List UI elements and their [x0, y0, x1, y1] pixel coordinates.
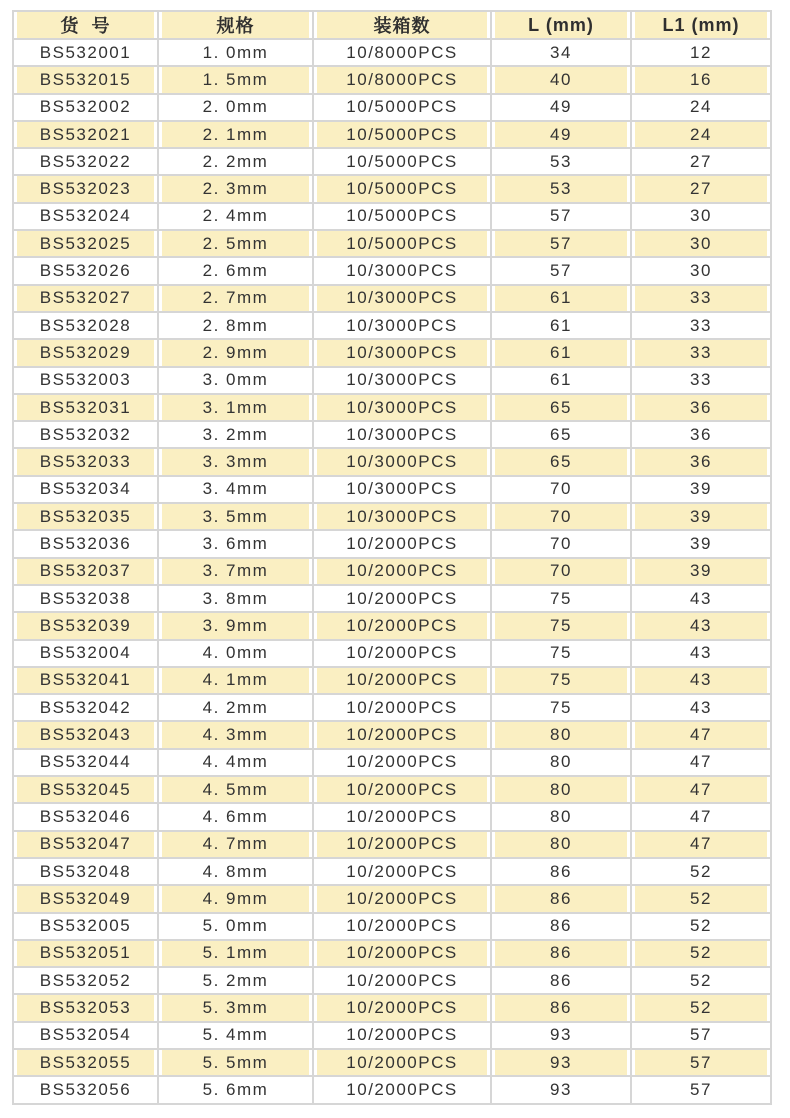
cell-l: 53 [491, 175, 631, 202]
cell-code: BS532038 [13, 585, 158, 612]
cell-code: BS532031 [13, 394, 158, 421]
cell-pack: 10/2000PCS [313, 831, 491, 858]
cell-l1: 57 [631, 1076, 771, 1103]
cell-code: BS532047 [13, 831, 158, 858]
cell-l1: 36 [631, 394, 771, 421]
cell-l1: 52 [631, 967, 771, 994]
cell-code: BS532034 [13, 476, 158, 503]
cell-code: BS532026 [13, 257, 158, 284]
cell-code: BS532003 [13, 367, 158, 394]
cell-pack: 10/2000PCS [313, 530, 491, 557]
table-row [13, 121, 771, 148]
cell-pack: 10/5000PCS [313, 230, 491, 257]
cell-spec: 4. 0mm [158, 640, 313, 667]
cell-l1: 57 [631, 1049, 771, 1076]
table-row [13, 940, 771, 967]
cell-spec: 2. 6mm [158, 257, 313, 284]
cell-pack: 10/2000PCS [313, 640, 491, 667]
cell-l1: 24 [631, 94, 771, 121]
cell-spec: 2. 8mm [158, 312, 313, 339]
cell-l1: 33 [631, 312, 771, 339]
table-row [13, 448, 771, 475]
cell-l: 57 [491, 203, 631, 230]
table-row [13, 640, 771, 667]
cell-l1: 52 [631, 885, 771, 912]
cell-l: 65 [491, 394, 631, 421]
cell-l1: 33 [631, 339, 771, 366]
cell-spec: 4. 1mm [158, 667, 313, 694]
cell-l1: 24 [631, 121, 771, 148]
table-row [13, 612, 771, 639]
cell-l: 57 [491, 230, 631, 257]
cell-code: BS532024 [13, 203, 158, 230]
cell-pack: 10/3000PCS [313, 257, 491, 284]
cell-pack: 10/2000PCS [313, 858, 491, 885]
cell-code: BS532036 [13, 530, 158, 557]
cell-code: BS532037 [13, 558, 158, 585]
cell-code: BS532022 [13, 148, 158, 175]
cell-pack: 10/2000PCS [313, 913, 491, 940]
cell-l: 49 [491, 121, 631, 148]
cell-spec: 5. 6mm [158, 1076, 313, 1103]
cell-l: 93 [491, 1049, 631, 1076]
cell-pack: 10/5000PCS [313, 121, 491, 148]
cell-l: 49 [491, 94, 631, 121]
cell-spec: 5. 2mm [158, 967, 313, 994]
table-row [13, 339, 771, 366]
table-row [13, 994, 771, 1021]
cell-l: 70 [491, 530, 631, 557]
cell-l1: 30 [631, 230, 771, 257]
header-row [13, 11, 771, 39]
cell-l1: 52 [631, 858, 771, 885]
table-row [13, 285, 771, 312]
cell-l: 93 [491, 1022, 631, 1049]
cell-l: 80 [491, 776, 631, 803]
cell-l1: 47 [631, 803, 771, 830]
cell-spec: 2. 7mm [158, 285, 313, 312]
cell-code: BS532042 [13, 694, 158, 721]
cell-l1: 43 [631, 585, 771, 612]
cell-l: 80 [491, 749, 631, 776]
cell-l1: 30 [631, 257, 771, 284]
column-header-pack: 装箱数 [313, 11, 491, 39]
cell-code: BS532029 [13, 339, 158, 366]
cell-l: 75 [491, 667, 631, 694]
cell-l: 80 [491, 831, 631, 858]
cell-code: BS532043 [13, 721, 158, 748]
table-row [13, 694, 771, 721]
cell-spec: 2. 0mm [158, 94, 313, 121]
cell-code: BS532004 [13, 640, 158, 667]
cell-code: BS532056 [13, 1076, 158, 1103]
cell-spec: 4. 7mm [158, 831, 313, 858]
cell-spec: 4. 5mm [158, 776, 313, 803]
cell-code: BS532039 [13, 612, 158, 639]
cell-spec: 3. 1mm [158, 394, 313, 421]
cell-pack: 10/2000PCS [313, 1076, 491, 1103]
column-header-l1: L1 (mm) [631, 11, 771, 39]
cell-spec: 1. 5mm [158, 66, 313, 93]
cell-code: BS532046 [13, 803, 158, 830]
cell-l: 86 [491, 967, 631, 994]
cell-spec: 3. 0mm [158, 367, 313, 394]
cell-l1: 47 [631, 776, 771, 803]
cell-l: 53 [491, 148, 631, 175]
cell-l: 57 [491, 257, 631, 284]
cell-spec: 5. 3mm [158, 994, 313, 1021]
cell-l: 40 [491, 66, 631, 93]
cell-spec: 3. 9mm [158, 612, 313, 639]
cell-l1: 27 [631, 148, 771, 175]
cell-pack: 10/2000PCS [313, 803, 491, 830]
cell-l: 86 [491, 913, 631, 940]
cell-l1: 27 [631, 175, 771, 202]
table-row [13, 66, 771, 93]
table-row [13, 39, 771, 66]
cell-code: BS532028 [13, 312, 158, 339]
cell-code: BS532051 [13, 940, 158, 967]
cell-code: BS532005 [13, 913, 158, 940]
cell-pack: 10/2000PCS [313, 885, 491, 912]
cell-code: BS532052 [13, 967, 158, 994]
cell-pack: 10/2000PCS [313, 1022, 491, 1049]
cell-pack: 10/3000PCS [313, 421, 491, 448]
cell-code: BS532035 [13, 503, 158, 530]
cell-spec: 4. 4mm [158, 749, 313, 776]
cell-l: 86 [491, 994, 631, 1021]
table-row [13, 312, 771, 339]
table-row [13, 1049, 771, 1076]
table-row [13, 667, 771, 694]
cell-pack: 10/8000PCS [313, 66, 491, 93]
cell-code: BS532054 [13, 1022, 158, 1049]
cell-pack: 10/5000PCS [313, 203, 491, 230]
column-header-spec: 规格 [158, 11, 313, 39]
cell-pack: 10/3000PCS [313, 448, 491, 475]
table-row [13, 721, 771, 748]
cell-l1: 12 [631, 39, 771, 66]
cell-spec: 3. 2mm [158, 421, 313, 448]
cell-pack: 10/2000PCS [313, 612, 491, 639]
cell-code: BS532033 [13, 448, 158, 475]
cell-l1: 30 [631, 203, 771, 230]
cell-pack: 10/3000PCS [313, 312, 491, 339]
cell-code: BS532023 [13, 175, 158, 202]
cell-pack: 10/3000PCS [313, 503, 491, 530]
table-row [13, 858, 771, 885]
table-row [13, 421, 771, 448]
table-row [13, 476, 771, 503]
cell-code: BS532015 [13, 66, 158, 93]
cell-l1: 47 [631, 749, 771, 776]
cell-l1: 39 [631, 558, 771, 585]
cell-l: 70 [491, 558, 631, 585]
table-row [13, 230, 771, 257]
cell-l: 65 [491, 448, 631, 475]
cell-spec: 2. 1mm [158, 121, 313, 148]
table-row [13, 558, 771, 585]
table-body [13, 39, 771, 1104]
cell-code: BS532002 [13, 94, 158, 121]
cell-code: BS532053 [13, 994, 158, 1021]
cell-l: 75 [491, 694, 631, 721]
cell-l1: 57 [631, 1022, 771, 1049]
cell-spec: 4. 6mm [158, 803, 313, 830]
cell-spec: 2. 9mm [158, 339, 313, 366]
cell-l: 80 [491, 721, 631, 748]
cell-code: BS532044 [13, 749, 158, 776]
cell-spec: 3. 8mm [158, 585, 313, 612]
table-row [13, 530, 771, 557]
cell-l1: 33 [631, 285, 771, 312]
cell-code: BS532025 [13, 230, 158, 257]
cell-l1: 52 [631, 994, 771, 1021]
cell-l1: 43 [631, 667, 771, 694]
cell-l1: 47 [631, 831, 771, 858]
table-row [13, 776, 771, 803]
cell-code: BS532048 [13, 858, 158, 885]
cell-l1: 39 [631, 476, 771, 503]
cell-spec: 4. 9mm [158, 885, 313, 912]
cell-spec: 2. 2mm [158, 148, 313, 175]
cell-l: 34 [491, 39, 631, 66]
table-row [13, 94, 771, 121]
cell-l1: 33 [631, 367, 771, 394]
table-row [13, 257, 771, 284]
cell-pack: 10/3000PCS [313, 339, 491, 366]
table-row [13, 148, 771, 175]
cell-spec: 4. 2mm [158, 694, 313, 721]
cell-spec: 3. 4mm [158, 476, 313, 503]
cell-code: BS532045 [13, 776, 158, 803]
cell-l: 86 [491, 940, 631, 967]
cell-spec: 3. 6mm [158, 530, 313, 557]
column-header-code: 货 号 [13, 11, 158, 39]
cell-pack: 10/3000PCS [313, 394, 491, 421]
cell-l1: 52 [631, 913, 771, 940]
cell-code: BS532027 [13, 285, 158, 312]
cell-pack: 10/2000PCS [313, 667, 491, 694]
cell-l: 65 [491, 421, 631, 448]
cell-l: 70 [491, 476, 631, 503]
cell-pack: 10/3000PCS [313, 285, 491, 312]
cell-spec: 4. 8mm [158, 858, 313, 885]
cell-l1: 43 [631, 612, 771, 639]
cell-l1: 36 [631, 448, 771, 475]
table-row [13, 831, 771, 858]
cell-spec: 4. 3mm [158, 721, 313, 748]
cell-pack: 10/2000PCS [313, 776, 491, 803]
cell-spec: 2. 4mm [158, 203, 313, 230]
cell-spec: 3. 7mm [158, 558, 313, 585]
table-row [13, 803, 771, 830]
table-row [13, 175, 771, 202]
table-row [13, 913, 771, 940]
cell-pack: 10/2000PCS [313, 585, 491, 612]
cell-pack: 10/2000PCS [313, 721, 491, 748]
table-row [13, 585, 771, 612]
cell-l1: 39 [631, 530, 771, 557]
cell-l: 86 [491, 858, 631, 885]
cell-pack: 10/2000PCS [313, 694, 491, 721]
table-row [13, 749, 771, 776]
cell-l1: 47 [631, 721, 771, 748]
cell-spec: 2. 3mm [158, 175, 313, 202]
cell-pack: 10/2000PCS [313, 940, 491, 967]
product-spec-table [12, 10, 772, 1105]
cell-l1: 43 [631, 694, 771, 721]
cell-l: 75 [491, 640, 631, 667]
cell-spec: 5. 5mm [158, 1049, 313, 1076]
cell-l1: 52 [631, 940, 771, 967]
cell-l: 61 [491, 339, 631, 366]
cell-l: 61 [491, 285, 631, 312]
cell-spec: 2. 5mm [158, 230, 313, 257]
cell-pack: 10/5000PCS [313, 94, 491, 121]
cell-l1: 36 [631, 421, 771, 448]
cell-spec: 1. 0mm [158, 39, 313, 66]
cell-pack: 10/3000PCS [313, 367, 491, 394]
cell-spec: 5. 0mm [158, 913, 313, 940]
cell-pack: 10/8000PCS [313, 39, 491, 66]
cell-pack: 10/2000PCS [313, 994, 491, 1021]
cell-l: 93 [491, 1076, 631, 1103]
cell-pack: 10/5000PCS [313, 148, 491, 175]
table-row [13, 367, 771, 394]
table-row [13, 503, 771, 530]
cell-l: 70 [491, 503, 631, 530]
cell-l: 75 [491, 585, 631, 612]
cell-spec: 5. 4mm [158, 1022, 313, 1049]
cell-l1: 16 [631, 66, 771, 93]
cell-pack: 10/2000PCS [313, 749, 491, 776]
cell-pack: 10/2000PCS [313, 558, 491, 585]
cell-spec: 3. 5mm [158, 503, 313, 530]
cell-code: BS532041 [13, 667, 158, 694]
table-row [13, 1076, 771, 1103]
cell-pack: 10/3000PCS [313, 476, 491, 503]
cell-l1: 43 [631, 640, 771, 667]
cell-spec: 5. 1mm [158, 940, 313, 967]
cell-l: 61 [491, 367, 631, 394]
table-row [13, 394, 771, 421]
column-header-l: L (mm) [491, 11, 631, 39]
table-row [13, 967, 771, 994]
cell-code: BS532049 [13, 885, 158, 912]
table-row [13, 203, 771, 230]
table-row [13, 885, 771, 912]
table-row [13, 1022, 771, 1049]
cell-code: BS532001 [13, 39, 158, 66]
cell-l1: 39 [631, 503, 771, 530]
cell-pack: 10/2000PCS [313, 967, 491, 994]
cell-l: 61 [491, 312, 631, 339]
cell-code: BS532055 [13, 1049, 158, 1076]
cell-pack: 10/5000PCS [313, 175, 491, 202]
cell-code: BS532021 [13, 121, 158, 148]
cell-spec: 3. 3mm [158, 448, 313, 475]
cell-l: 86 [491, 885, 631, 912]
cell-l: 80 [491, 803, 631, 830]
cell-pack: 10/2000PCS [313, 1049, 491, 1076]
cell-l: 75 [491, 612, 631, 639]
cell-code: BS532032 [13, 421, 158, 448]
